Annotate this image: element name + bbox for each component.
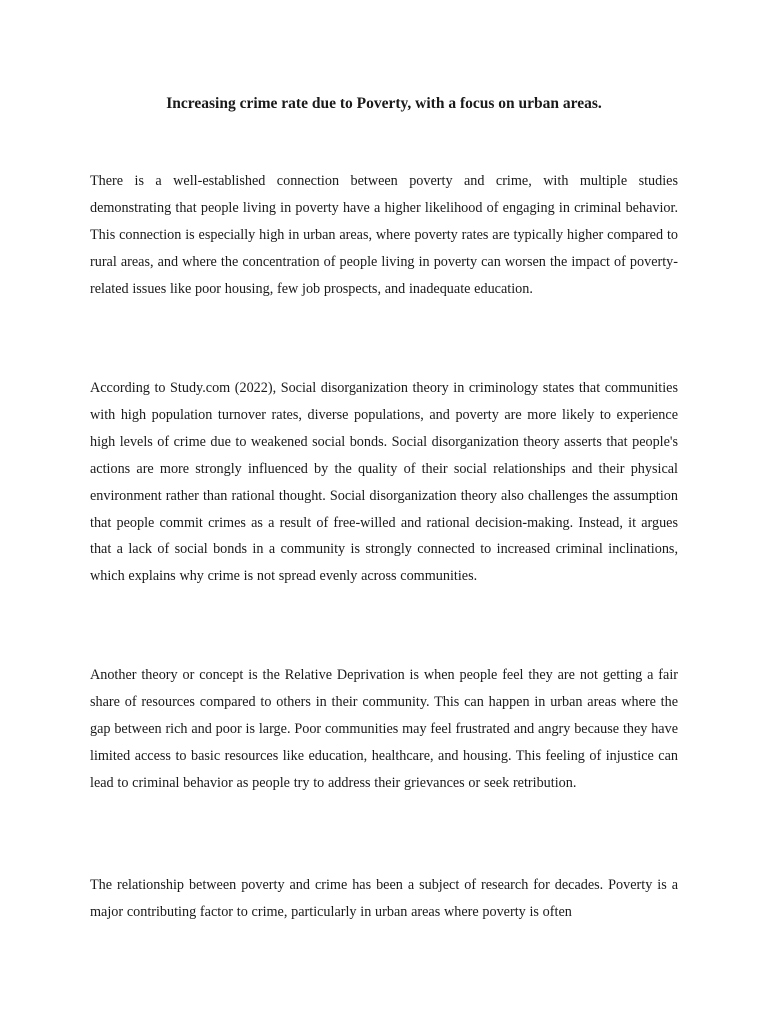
paragraph-research-relationship: The relationship between poverty and crime has been a subject of research for decades. Poverty is a major contributing factor to crime, particularly in urban areas where poverty is often bbox=[90, 877, 678, 920]
paragraph-poverty-crime-connection: There is a well-established connection between poverty and crime, with multiple studies demonstrating that people living in poverty have a higher likelihood of engaging in criminal behavior. This connection is especially high in urban areas, where poverty rates are typically higher compared to rural areas, and where the concentration of people living in poverty can worsen the impact of poverty-related issues like poor housing, few job prospects, and inadequate education. bbox=[90, 173, 678, 297]
paragraph-social-disorganization-theory: According to Study.com (2022), Social disorganization theory in criminology states that communities with high population turnover rates, diverse populations, and poverty are more likely to experience high levels of crime due to weakened social bonds. Social disorganization theory asserts that people's actions are more strongly influenced by the quality of their social relationships and their physical environment rather than rational thought. Social disorganization theory also challenges the assumption that people commit crimes as a result of free-willed and rational decision-making. Instead, it argues that a lack of social bonds in a community is strongly connected to increased criminal inclinations, which explains why crime is not spread evenly across communities. bbox=[90, 380, 678, 585]
paragraph-relative-deprivation: Another theory or concept is the Relative Deprivation is when people feel they are not getting a fair share of resources compared to others in their community. This can happen in urban areas where the gap between rich and poor is large. Poor communities may feel frustrated and angry because they have limited access to basic resources like education, healthcare, and housing. This feeling of injustice can lead to criminal behavior as people try to address their grievances or seek retribution. bbox=[90, 667, 678, 791]
document-title: Increasing crime rate due to Poverty, with a focus on urban areas. bbox=[166, 95, 602, 112]
